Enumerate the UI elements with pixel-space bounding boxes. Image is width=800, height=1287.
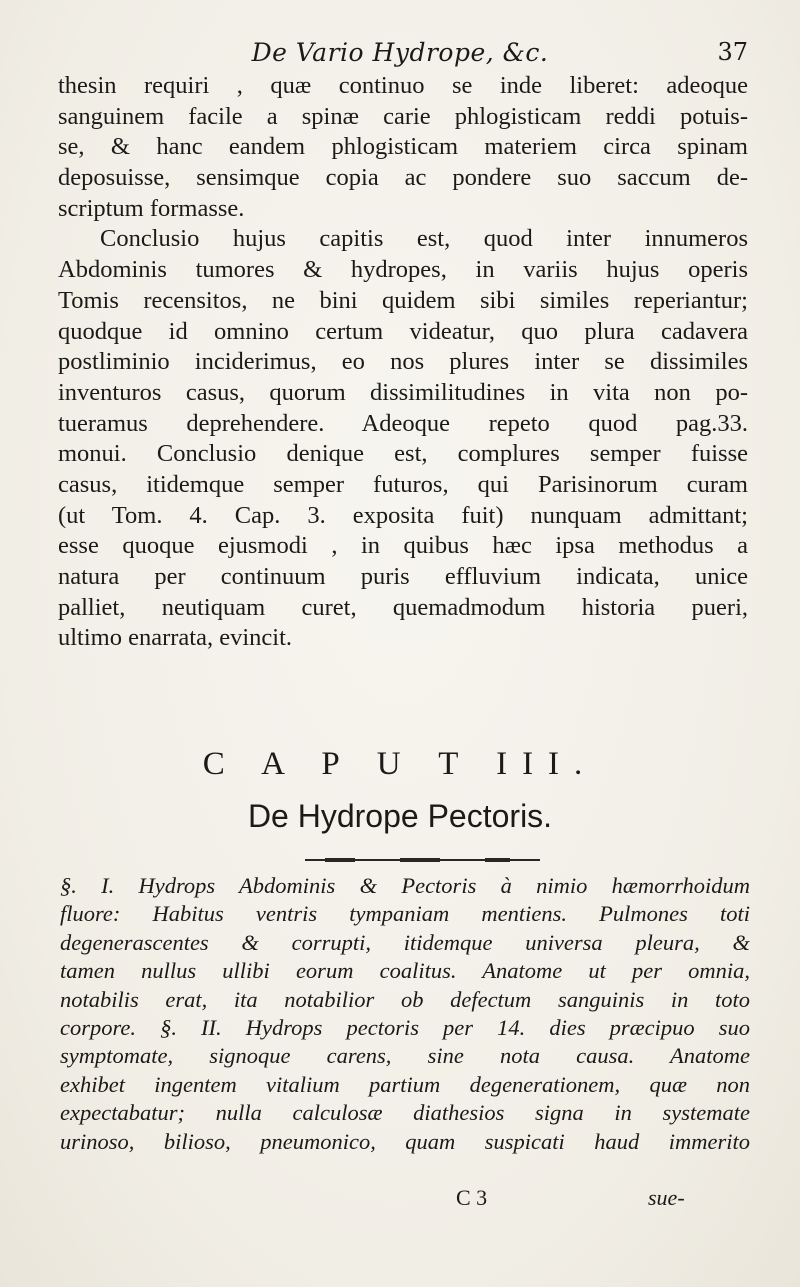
summary-line: degenerascentes & corrupti, itidemque universa pleura, & (60, 929, 750, 955)
text-line: tueramus deprehendere. Adeoque repeto quod pag.33. (58, 409, 748, 437)
summary-line: expectabatur; nulla calculosæ diathesios signa in systemate (60, 1100, 750, 1126)
page-footer (0, 1185, 800, 1215)
chapter-heading: C A P U T III. (202, 746, 598, 782)
running-head-title: De Vario Hydrope, &c. (251, 38, 549, 67)
summary-line: corpore. §. II. Hydrops pectoris per 14. dies præcipuo suo (60, 1014, 750, 1040)
summary-line: urinoso, bilioso, pneumonico, quam suspicati haud immerito (60, 1128, 750, 1154)
text-line: sanguinem facile a spinæ carie phlogisticam reddi potuis- (58, 102, 748, 130)
text-line: Abdominis tumores & hydropes, in variis hujus operis (58, 256, 748, 284)
text-line: thesin requiri , quæ continuo se inde liberet: adeoque (58, 72, 748, 99)
summary-line: fluore: Habitus ventris tympaniam mentiens. Pulmones toti (60, 901, 750, 927)
catchword: sue- (648, 1185, 685, 1210)
text-line: inventuros casus, quorum dissimilitudines in vita non po- (58, 378, 748, 406)
summary-line: notabilis erat, ita notabilior ob defectum sanguinis in toto (60, 986, 750, 1012)
chapter-summary (60, 872, 750, 1156)
summary-line: exhibet ingentem vitalium partium degenerationem, quæ non (60, 1071, 750, 1097)
text-line: esse quoque ejusmodi , in quibus hæc ipsa methodus a (58, 532, 748, 560)
text-line: natura per continuum puris effluvium indicata, unice (58, 563, 748, 590)
text-line: palliet, neutiquam curet, quemadmodum historia pueri, (58, 593, 748, 621)
ornamental-rule (305, 858, 540, 862)
text-line: (ut Tom. 4. Cap. 3. exposita fuit) nunquam admittant; (58, 501, 748, 529)
text-line: Tomis recensitos, ne bini quidem sibi similes reperiantur; (58, 286, 748, 314)
text-line: deposuisse, sensimque copia ac pondere suo saccum de- (58, 164, 748, 192)
text-line: ultimo enarrata, evincit. (58, 624, 293, 652)
chapter-subtitle: De Hydrope Pectoris. (247, 798, 553, 834)
signature-mark: C 3 (456, 1185, 488, 1210)
body-text (58, 71, 748, 654)
text-line: Conclusio hujus capitis est, quod inter innumeros (100, 225, 748, 253)
text-line: quodque id omnino certum videatur, quo plura cadavera (58, 317, 748, 345)
text-line: postliminio inciderimus, eo nos plures inter se dissimiles (58, 348, 748, 376)
text-line: casus, itidemque semper futuros, qui Parisinorum curam (58, 470, 748, 498)
text-line: monui. Conclusio denique est, complures semper fuisse (58, 440, 748, 468)
text-line: scriptum formasse. (58, 194, 245, 222)
page-number: 37 (717, 38, 748, 66)
summary-line: symptomate, signoque carens, sine nota causa. Anatome (60, 1043, 750, 1069)
summary-line: tamen nullus ullibi eorum coalitus. Anatome ut per omnia, (60, 958, 750, 984)
summary-line: §. I. Hydrops Abdominis & Pectoris à nimio hæmorrhoidum (60, 873, 750, 898)
running-head (0, 38, 800, 68)
text-line: se, & hanc eandem phlogisticam materiem circa spinam (58, 133, 748, 161)
